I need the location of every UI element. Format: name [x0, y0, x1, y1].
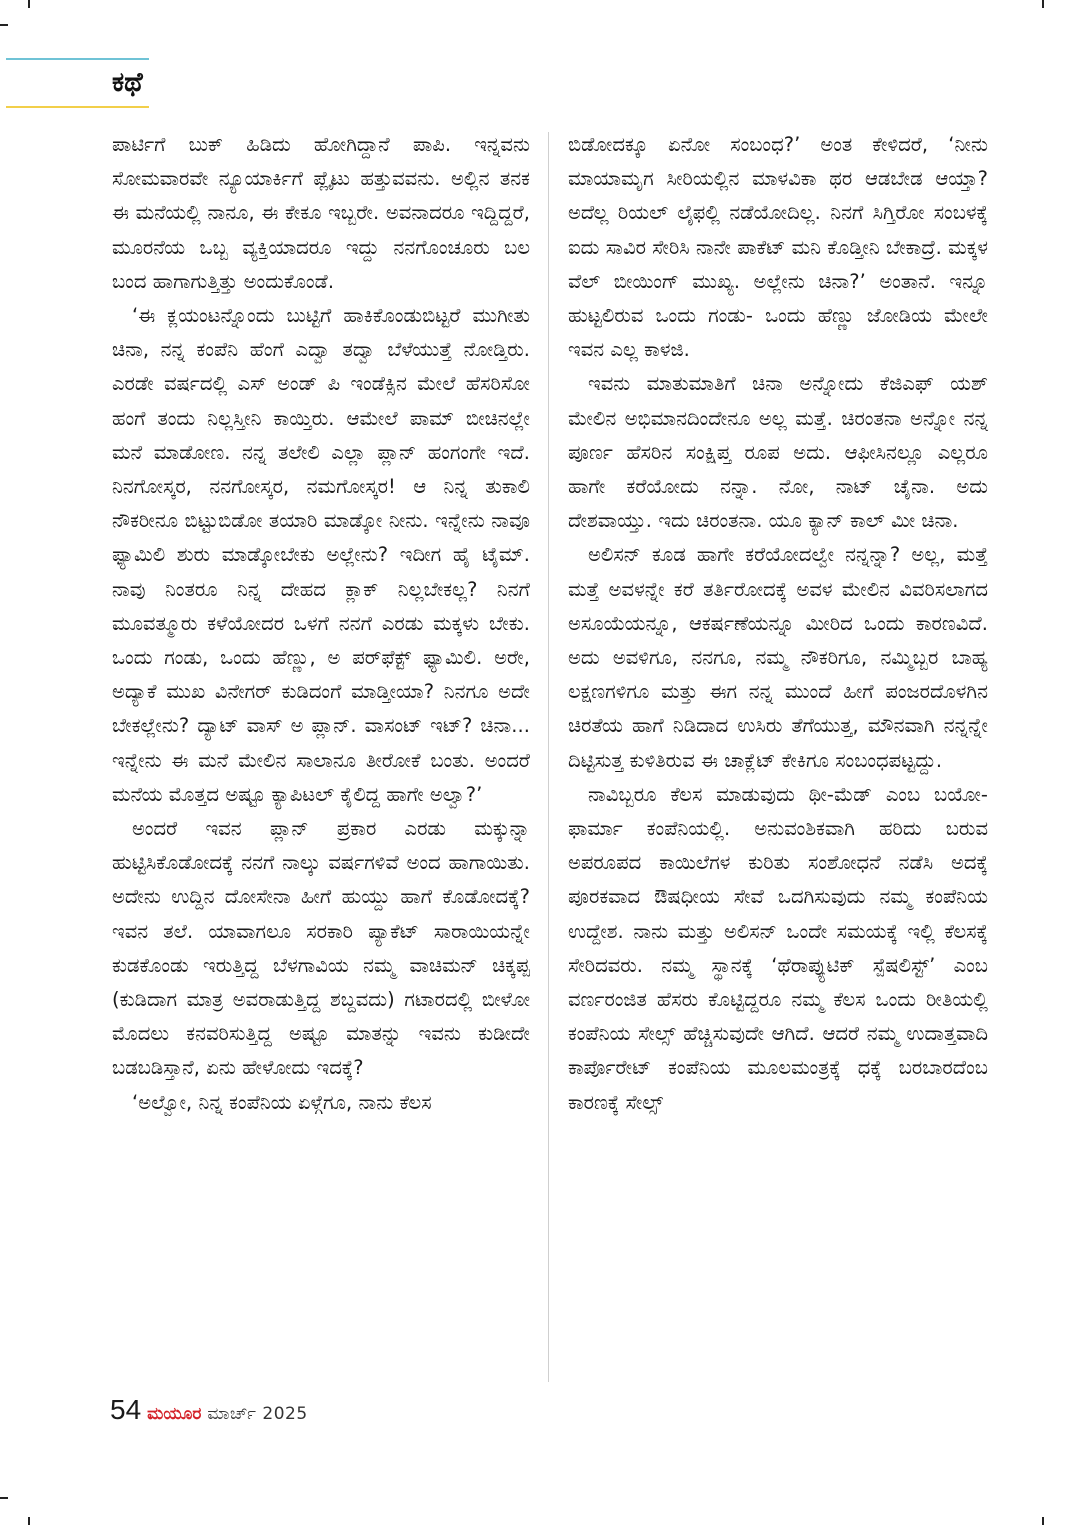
header-rule-top-extension	[94, 58, 149, 60]
right-column	[568, 128, 988, 1120]
paragraph: ಅಂದರೆ ಇವನ ಪ್ಲಾನ್ ಪ್ರಕಾರ ಎರಡು ಮಕ್ಕುನ್ನಾ ಹುಟ್ಟಿಸಿಕೊಡೋದಕ್ಕೆ ನನಗೆ ನಾಲ್ಕು ವರ್ಷಗಳಿವೆ ಅಂದ ಹಾಗಾಯಿತು. ಅದೇನು ಉದ್ದಿನ ದೋಸೇನಾ ಹೀಗೆ ಹುಯ್ದು ಹಾಗೆ ಕೊಡೋದಕ್ಕೆ? ಇವನ ತಲೆ. ಯಾವಾಗಲೂ ಸರಕಾರಿ ಪ್ಯಾಕೆಟ್ ಸಾರಾಯಿಯನ್ನೇ ಕುಡಕೊಂಡು ಇರುತ್ತಿದ್ದ ಬೆಳಗಾವಿಯ ನಮ್ಮ ವಾಚಿಮನ್ ಚಿಕ್ಕಪ್ಪ (ಕುಡಿದಾಗ ಮಾತ್ರ ಅವರಾಡುತ್ತಿದ್ದ ಶಬ್ದವದು) ಗಟಾರದಲ್ಲಿ ಬೀಳೋ ಮೊದಲು ಕನವರಿಸುತ್ತಿದ್ದ ಅಷ್ಟೂ ಮಾತನ್ನು ಇವನು ಕುಡೀದೇ ಬಡಬಡಿಸ್ತಾನೆ, ಏನು ಹೇಳೋದು ಇದಕ್ಕೆ?	[112, 817, 530, 1080]
crop-mark	[28, 0, 30, 8]
crop-mark	[1042, 0, 1044, 8]
crop-mark	[0, 1497, 8, 1499]
paragraph: ಅಲಿಸನ್ ಕೂಡ ಹಾಗೇ ಕರೆಯೋದಲ್ವೇ ನನ್ನನ್ನಾ? ಅಲ್ಲ, ಮತ್ತೆ ಮತ್ತೆ ಅವಳನ್ನೇ ಕರೆ ತರ್ತಿರೋದಕ್ಕೆ ಅವಳ ಮೇಲಿನ ವಿವರಿಸಲಾಗದ ಅಸೂಯೆಯನ್ನೂ, ಆಕರ್ಷಣೆಯನ್ನೂ ಮೀರಿದ ಒಂದು ಕಾರಣವಿದೆ. ಅದು ಅವಳಿಗೂ, ನನಗೂ, ನಮ್ಮ ನೌಕರಿಗೂ, ನಮ್ಮಿಬ್ಬರ ಬಾಹ್ಯ ಲಕ್ಷಣಗಳಿಗೂ ಮತ್ತು ಈಗ ನನ್ನ ಮುಂದೆ ಹೀಗೆ ಪಂಜರದೊಳಗಿನ ಚಿರತೆಯ ಹಾಗೆ ನಿಡಿದಾದ ಉಸಿರು ತೆಗೆಯುತ್ತ, ಮೌನವಾಗಿ ನನ್ನನ್ನೇ ದಿಟ್ಟಿಸುತ್ತ ಕುಳಿತಿರುವ ಈ ಚಾಕ್ಲೆಟ್ ಕೇಕಿಗೂ ಸಂಬಂಧಪಟ್ಟದ್ದು.	[568, 543, 988, 772]
column-divider	[548, 132, 549, 1382]
header-rule-bottom	[6, 106, 149, 108]
paragraph: ‘ಅಲ್ವೋ, ನಿನ್ನ ಕಂಪೆನಿಯ ಏಳ್ಗೆಗೂ, ನಾನು ಕೆಲಸ	[132, 1090, 432, 1114]
paragraph: ಇವನು ಮಾತುಮಾತಿಗೆ ಚಿನಾ ಅನ್ನೋದು ಕೆಜಿಎಫ್ ಯಶ್ ಮೇಲಿನ ಅಭಿಮಾನದಿಂದೇನೂ ಅಲ್ಲ ಮತ್ತೆ. ಚಿರಂತನಾ ಅನ್ನೋ ನನ್ನ ಪೂರ್ಣ ಹೆಸರಿನ ಸಂಕ್ಷಿಪ್ತ ರೂಪ ಅದು. ಆಫೀಸಿನಲ್ಲೂ ಎಲ್ಲರೂ ಹಾಗೇ ಕರೆಯೋದು ನನ್ನಾ. ನೋ, ನಾಟ್ ಚೈನಾ. ಅದು ದೇಶವಾಯ್ತು. ಇದು ಚಿರಂತನಾ. ಯೂ ಕ್ಯಾನ್ ಕಾಲ್ ಮೀ ಚಿನಾ.	[568, 372, 988, 533]
crop-mark	[28, 1517, 30, 1525]
page-footer	[110, 1394, 308, 1430]
left-column	[112, 128, 530, 1120]
paragraph: ಬಿಡೋದಕ್ಕೂ ಏನೋ ಸಂಬಂಧ?’ ಅಂತ ಕೇಳಿದರೆ, ‘ನೀನು ಮಾಯಾಮೃಗ ಸೀರಿಯಲ್ಲಿನ ಮಾಳವಿಕಾ ಥರ ಆಡಬೇಡ ಆಯ್ತಾ? ಅದೆಲ್ಲ ರಿಯಲ್ ಲೈಫಲ್ಲಿ ನಡೆಯೋದಿಲ್ಲ. ನಿನಗೆ ಸಿಗ್ತಿರೋ ಸಂಬಳಕ್ಕೆ ಐದು ಸಾವಿರ ಸೇರಿಸಿ ನಾನೇ ಪಾಕೆಟ್ ಮನಿ ಕೊಡ್ತೀನಿ ಬೇಕಾದ್ರೆ. ಮಕ್ಕಳ ವೆಲ್ ಬೀಯಿಂಗ್ ಮುಖ್ಯ. ಅಲ್ಲೇನು ಚಿನಾ?’ ಅಂತಾನೆ. ಇನ್ನೂ ಹುಟ್ಟಲಿರುವ ಒಂದು ಗಂಡು- ಒಂದು ಹೆಣ್ಣು ಜೋಡಿಯ ಮೇಲೇ ಇವನ ಎಲ್ಲ ಕಾಳಜಿ.	[568, 133, 988, 362]
crop-mark	[1042, 1517, 1044, 1525]
section-label: ಕಥೆ	[112, 67, 143, 98]
header-rule-top	[6, 58, 94, 60]
page-number: 54	[110, 1394, 142, 1425]
paragraph: ನಾವಿಬ್ಬರೂ ಕೆಲಸ ಮಾಡುವುದು ಥೀ-ಮೆಡ್ ಎಂಬ ಬಯೋ-ಫಾರ್ಮಾ ಕಂಪೆನಿಯಲ್ಲಿ. ಅನುವಂಶಿಕವಾಗಿ ಹರಿದು ಬರುವ ಅಪರೂಪದ ಕಾಯಿಲೆಗಳ ಕುರಿತು ಸಂಶೋಧನೆ ನಡೆಸಿ ಅದಕ್ಕೆ ಪೂರಕವಾದ ಔಷಧೀಯ ಸೇವೆ ಒದಗಿಸುವುದು ನಮ್ಮ ಕಂಪೆನಿಯ ಉದ್ದೇಶ. ನಾನು ಮತ್ತು ಅಲಿಸನ್ ಒಂದೇ ಸಮಯಕ್ಕೆ ಇಲ್ಲಿ ಕೆಲಸಕ್ಕೆ ಸೇರಿದವರು. ನಮ್ಮ ಸ್ಥಾನಕ್ಕೆ ‘ಥೆರಾಪ್ಯುಟಿಕ್ ಸ್ಪೆಷಲಿಸ್ಟ್’ ಎಂಬ ವರ್ಣರಂಜಿತ ಹೆಸರು ಕೊಟ್ಟಿದ್ದರೂ ನಮ್ಮ ಕೆಲಸ ಒಂದು ರೀತಿಯಲ್ಲಿ ಕಂಪೆನಿಯ ಸೇಲ್ಸ್ ಹೆಚ್ಚಿಸುವುದೇ ಆಗಿದೆ. ಆದರೆ ನಮ್ಮ ಉದಾತ್ತವಾದಿ ಕಾರ್ಪೊರೇಟ್ ಕಂಪೆನಿಯ ಮೂಲಮಂತ್ರಕ್ಕೆ ಧಕ್ಕೆ ಬರಬಾರದೆಂಬ ಕಾರಣಕ್ಕೆ ಸೇಲ್ಸ್	[568, 782, 988, 1114]
paragraph: ‘ಈ ಕ್ಲಯಂಟನ್ನೊಂದು ಬುಟ್ಟಿಗೆ ಹಾಕಿಕೊಂಡುಬಿಟ್ಟರೆ ಮುಗೀತು ಚಿನಾ, ನನ್ನ ಕಂಪೆನಿ ಹೆಂಗೆ ಎದ್ವಾ ತದ್ವಾ ಬೆಳೆಯುತ್ತೆ ನೋಡ್ತಿರು. ಎರಡೇ ವರ್ಷದಲ್ಲಿ ಎಸ್ ಅಂಡ್ ಪಿ ಇಂಡೆಕ್ಸಿನ ಮೇಲೆ ಹೆಸರಿಸೋ ಹಂಗೆ ತಂದು ನಿಲ್ಲಸ್ತೀನಿ ಕಾಯ್ತಿರು. ಆಮೇಲೆ ಪಾಮ್ ಬೀಚಿನಲ್ಲೇ ಮನೆ ಮಾಡೋಣ. ನನ್ನ ತಲೇಲಿ ಎಲ್ಲಾ ಪ್ಲಾನ್ ಹಂಗಂಗೇ ಇದೆ. ನಿನಗೋಸ್ಕರ, ನನಗೋಸ್ಕರ, ನಮಗೋಸ್ಕರ! ಆ ನಿನ್ನ ತುಕಾಲಿ ನೌಕರೀನೂ ಬಿಟ್ಟುಬಿಡೋ ತಯಾರಿ ಮಾಡ್ಕೋ ನೀನು. ಇನ್ನೇನು ನಾವೂ ಫ್ಯಾಮಿಲಿ ಶುರು ಮಾಡ್ಕೋಬೇಕು ಅಲ್ಲೇನು? ಇದೀಗ ಹೈ ಟೈಮ್. ನಾವು ನಿಂತರೂ ನಿನ್ನ ದೇಹದ ಕ್ಲಾಕ್ ನಿಲ್ಲಬೇಕಲ್ಲ? ನಿನಗೆ ಮೂವತ್ಮೂರು ಕಳೆಯೋದರ ಒಳಗೆ ನನಗೆ ಎರಡು ಮಕ್ಕಳು ಬೇಕು. ಒಂದು ಗಂಡು, ಒಂದು ಹೆಣ್ಣು, ಅ ಪರ್‌ಫೆಕ್ಟ್ ಫ್ಯಾಮಿಲಿ. ಅರೇ, ಅದ್ಯಾಕೆ ಮುಖ ವಿನೇಗರ್ ಕುಡಿದಂಗೆ ಮಾಡ್ತೀಯಾ? ನಿನಗೂ ಅದೇ ಬೇಕಲ್ಲೇನು? ದ್ಯಾಟ್ ವಾಸ್ ಅ ಪ್ಲಾನ್. ವಾಸಂಟ್ ಇಟ್? ಚಿನಾ... ಇನ್ನೇನು ಈ ಮನೆ ಮೇಲಿನ ಸಾಲಾನೂ ತೀರೋಕೆ ಬಂತು. ಅಂದರೆ ಮನೆಯ ಮೊತ್ತದ ಅಷ್ಟೂ ಕ್ಯಾಪಿಟಲ್ ಕೈಲಿದ್ದ ಹಾಗೇ ಅಲ್ವಾ?’	[112, 304, 530, 806]
magazine-logo: ಮಯೂರ	[147, 1404, 202, 1424]
issue-date: ಮಾರ್ಚ್ 2025	[207, 1404, 308, 1424]
paragraph: ಪಾರ್ಟಿಗೆ ಬುಕ್ ಹಿಡಿದು ಹೋಗಿದ್ದಾನೆ ಪಾಪಿ. ಇನ್ನವನು ಸೋಮವಾರವೇ ನ್ಯೂಯಾರ್ಕಿಗೆ ಪ್ಲೈಟು ಹತ್ತುವವನು. ಅಲ್ಲಿನ ತನಕ ಈ ಮನೆಯಲ್ಲಿ ನಾನೂ, ಈ ಕೇಕೂ ಇಬ್ಬರೇ. ಅವನಾದರೂ ಇದ್ದಿದ್ದರೆ, ಮೂರನೆಯ ಒಬ್ಬ ವ್ಯಕ್ತಿಯಾದರೂ ಇದ್ದು ನನಗೊಂಚೂರು ಬಲ ಬಂದ ಹಾಗಾಗುತ್ತಿತ್ತು ಅಂದುಕೊಂಡೆ.	[112, 133, 530, 293]
crop-mark	[0, 24, 8, 26]
